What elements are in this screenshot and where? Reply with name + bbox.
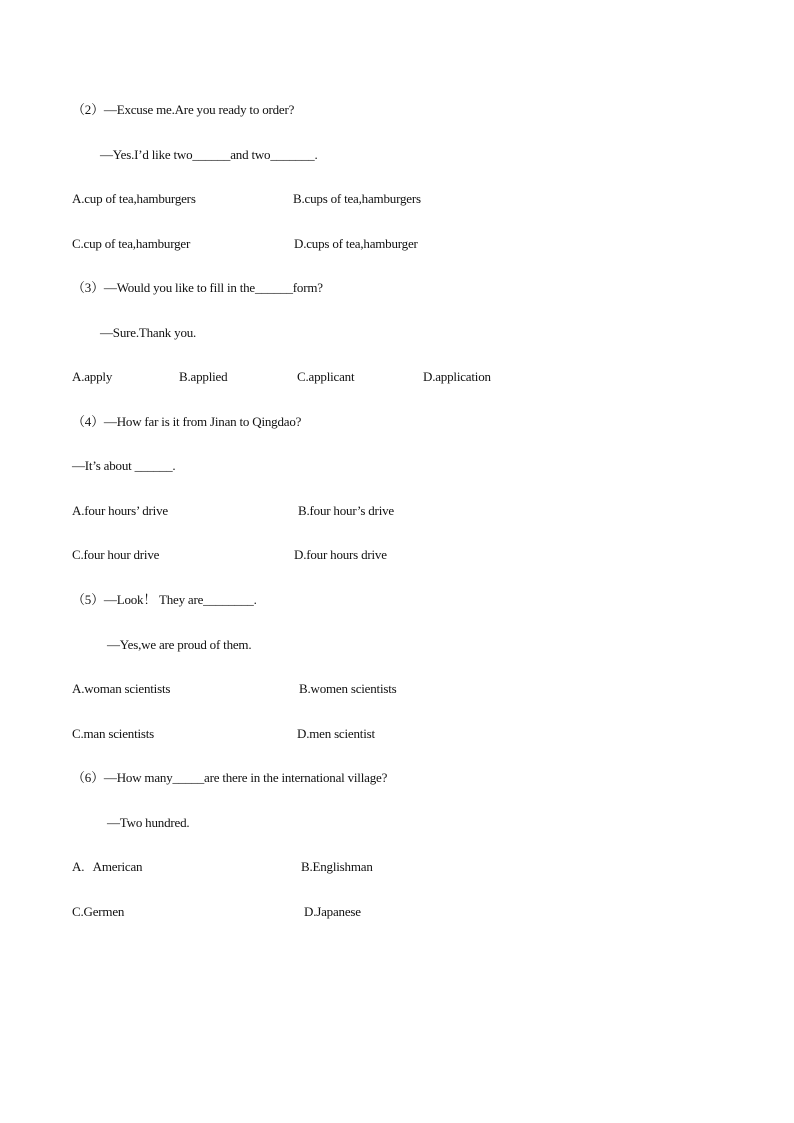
question-5-reply: —Yes,we are proud of them. xyxy=(107,637,252,652)
question-4-option-b[interactable]: B.four hour’s drive xyxy=(298,503,394,518)
question-3-option-d[interactable]: D.application xyxy=(423,369,491,384)
question-6-option-d[interactable]: D.Japanese xyxy=(304,904,361,919)
question-4-reply: —It’s about ______. xyxy=(72,458,176,473)
question-3-reply: —Sure.Thank you. xyxy=(100,325,197,340)
question-2-option-a[interactable]: A.cup of tea,hamburgers xyxy=(72,191,196,206)
question-5-option-c[interactable]: C.man scientists xyxy=(72,726,155,741)
question-4-option-a[interactable]: A.four hours’ drive xyxy=(72,503,168,518)
question-3-option-b[interactable]: B.applied xyxy=(179,369,228,384)
question-4-option-c[interactable]: C.four hour drive xyxy=(72,547,160,562)
question-6-option-a[interactable]: A. American xyxy=(72,859,143,874)
question-5-stem: （5）—Look！ They are________. xyxy=(72,592,257,607)
question-6-stem: （6）—How many_____are there in the international village? xyxy=(72,770,388,785)
question-5-option-a[interactable]: A.woman scientists xyxy=(72,681,171,696)
question-5-option-d[interactable]: D.men scientist xyxy=(297,726,375,741)
question-6-reply: —Two hundred. xyxy=(107,815,190,830)
question-5-option-b[interactable]: B.women scientists xyxy=(299,681,397,696)
question-4-option-d[interactable]: D.four hours drive xyxy=(294,547,387,562)
question-3-stem: （3）—Would you like to fill in the______form? xyxy=(72,280,323,295)
question-4-stem: （4）—How far is it from Jinan to Qingdao? xyxy=(72,414,302,429)
question-6-option-b[interactable]: B.Englishman xyxy=(301,859,373,874)
question-2-option-d[interactable]: D.cups of tea,hamburger xyxy=(294,236,418,251)
question-2-stem: （2）—Excuse me.Are you ready to order? xyxy=(72,102,295,117)
question-6-option-c[interactable]: C.Germen xyxy=(72,904,125,919)
question-3-option-a[interactable]: A.apply xyxy=(72,369,113,384)
question-3-option-c[interactable]: C.applicant xyxy=(297,369,355,384)
question-2-reply: —Yes.I’d like two______and two_______. xyxy=(100,147,318,162)
question-2-option-b[interactable]: B.cups of tea,hamburgers xyxy=(293,191,421,206)
question-2-option-c[interactable]: C.cup of tea,hamburger xyxy=(72,236,191,251)
